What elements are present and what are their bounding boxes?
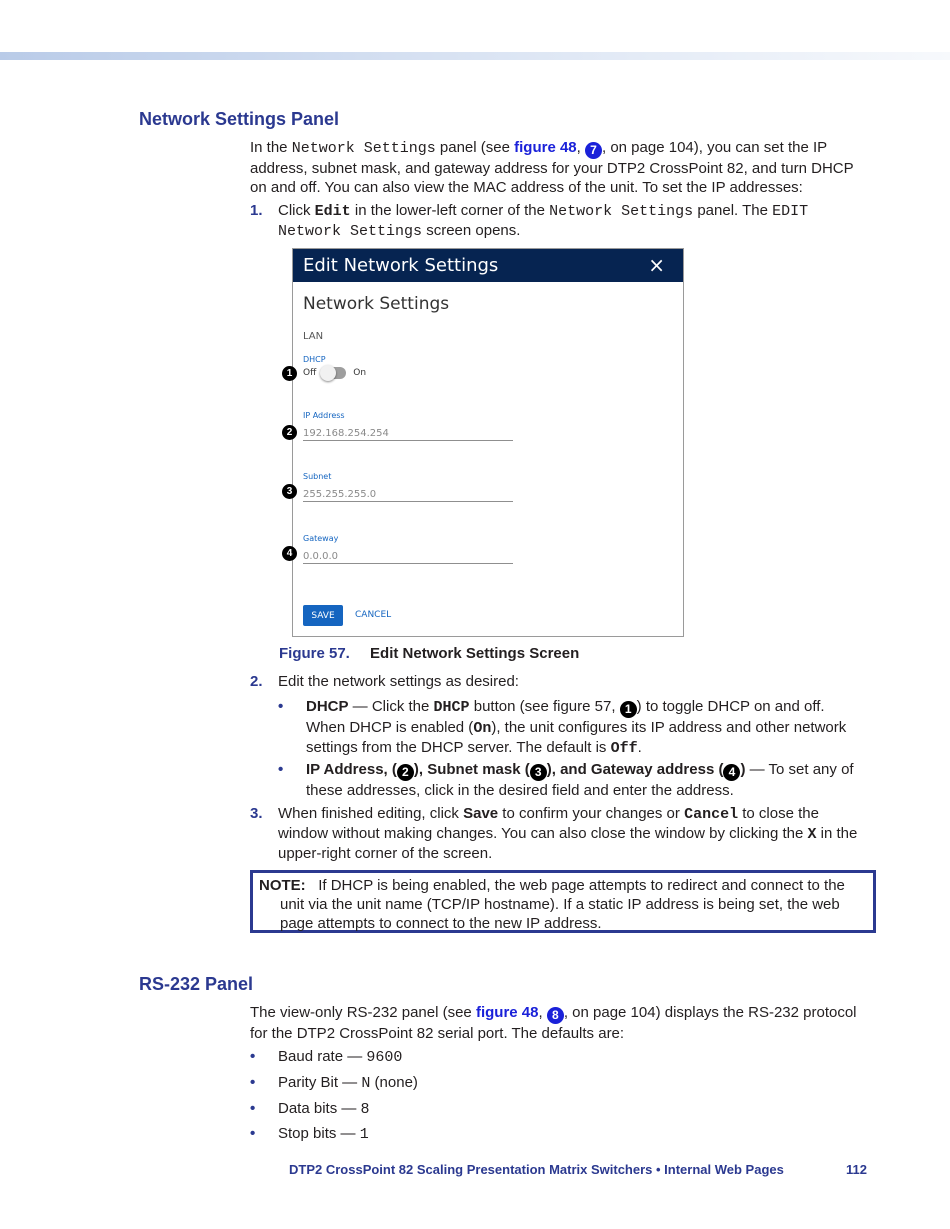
callout-3-inline-badge: 3 (530, 764, 547, 781)
gateway-label: Gateway (303, 534, 339, 543)
callout-1-badge: 1 (282, 366, 297, 381)
dhcp-off-label: Off (303, 368, 317, 378)
default-stop-bits: • Stop bits — 1 (250, 1125, 369, 1143)
figure-48-link-rs232[interactable]: figure 48 (475, 1004, 539, 1021)
page-number: 112 (846, 1162, 867, 1177)
ip-address-field[interactable] (303, 426, 513, 441)
note-label: NOTE: (259, 877, 306, 894)
bullet-dhcp: • DHCP — Click the DHCP button (see figure 57, 1 ) to toggle DHCP on and off. When DHCP is enabled (On), the unit configures its IP address and other network settings from the DHCP server. The default is Off. (278, 698, 847, 757)
step-3: 3. When finished editing, click Save to confirm your changes or Cancel to close the window without making changes. You can also close the window by clicking the X in the upper-right corner of the screen. (250, 805, 858, 862)
dhcp-on-label: On (353, 368, 367, 378)
section-heading-network: Network Settings Panel (139, 109, 340, 129)
network-intro: In the Network Settings panel (see figure 48, 7 , on page 104), you can set the IP address, subnet mask, and gateway address for your DTP2 CrossPoint 82, and turn DHCP on and off. You can also view the MAC address of the unit. To set the IP addresses: (250, 139, 854, 196)
ip-address-label: IP Address (303, 411, 345, 420)
callout-2-inline-badge: 2 (397, 764, 414, 781)
dhcp-label: DHCP (303, 355, 326, 364)
dialog-header (293, 249, 683, 282)
gateway-field[interactable] (303, 549, 513, 564)
callout-3-badge: 3 (282, 484, 297, 499)
figure-caption (279, 645, 579, 662)
dialog-title: Edit Network Settings (303, 255, 499, 276)
default-data-bits: • Data bits — 8 (250, 1100, 370, 1118)
default-parity-bit: • Parity Bit — N (none) (250, 1074, 418, 1092)
callout-1-inline-badge: 1 (620, 701, 637, 718)
callout-2-badge: 2 (282, 425, 297, 440)
subnet-field[interactable] (303, 487, 513, 502)
lan-label: LAN (303, 331, 324, 342)
cancel-button[interactable]: CANCEL (355, 610, 392, 620)
callout-4-inline-badge: 4 (723, 764, 740, 781)
rs232-intro: The view-only RS-232 panel (see figure 48, 8 , on page 104) displays the RS-232 protocol for the DTP2 CrossPoint 82 serial port. The defaults are: (250, 1004, 857, 1042)
callout-7-badge: 7 (585, 142, 602, 159)
footer-title: DTP2 CrossPoint 82 Scaling Presentation Matrix Switchers • Internal Web Pages (289, 1162, 784, 1177)
step-1: 1. Click Edit in the lower-left corner of the Network Settings panel. The EDIT Network Settings screen opens. (250, 202, 809, 240)
edit-network-settings-screenshot (292, 248, 684, 637)
figure-number: Figure 57. (279, 645, 350, 662)
bullet-addresses: • IP Address, ( 2 ), Subnet mask ( 3 ), and Gateway address ( 4 ) — To set any of these addresses, click in the desired field and enter the address. (278, 761, 854, 799)
default-baud-rate: • Baud rate — 9600 (250, 1048, 403, 1066)
callout-4-badge: 4 (282, 546, 297, 561)
callout-8-badge: 8 (547, 1007, 564, 1024)
dhcp-toggle-row (303, 367, 366, 379)
step-2: 2. Edit the network settings as desired: (250, 673, 519, 690)
page-footer (289, 1162, 867, 1177)
figure-48-link[interactable]: figure 48 (514, 139, 577, 156)
network-settings-title: Network Settings (303, 294, 450, 314)
header-gradient-bar (0, 52, 950, 60)
close-icon[interactable]: × (648, 253, 665, 277)
section-heading-rs232: RS-232 Panel (139, 974, 254, 994)
subnet-label: Subnet (303, 472, 332, 481)
note-box (250, 870, 876, 933)
toggle-knob (320, 365, 336, 381)
save-button[interactable]: SAVE (303, 605, 343, 626)
figure-title: Edit Network Settings Screen (370, 645, 580, 662)
dhcp-toggle[interactable] (322, 367, 346, 379)
note-text: If DHCP is being enabled, the web page attempts to redirect and connect to the unit via the unit name (TCP/IP hostname). If a static IP address is being set, the web page attempts to connect to the new IP address. (280, 877, 845, 932)
